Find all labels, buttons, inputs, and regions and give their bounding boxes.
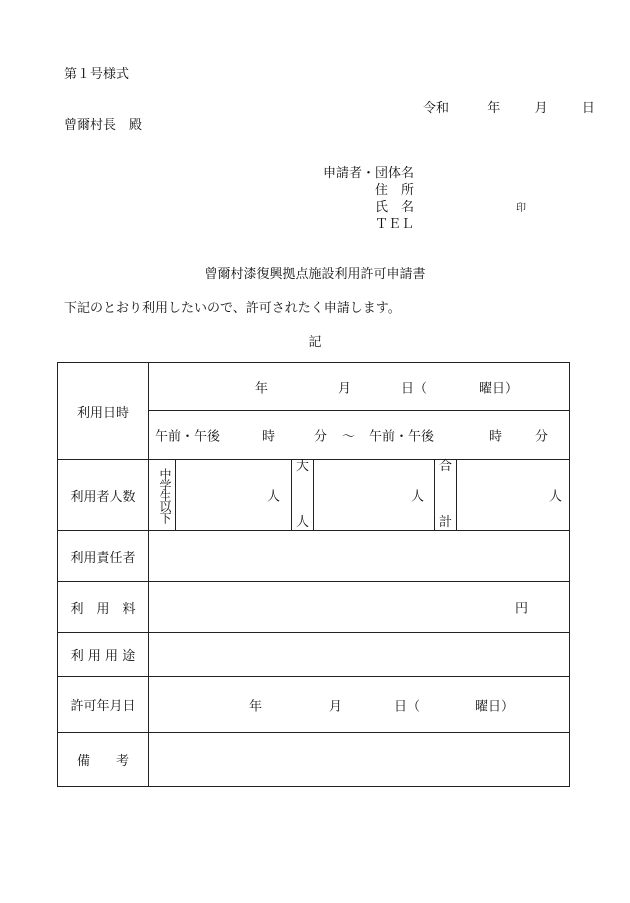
people-count-label: 利用者人数	[58, 460, 149, 531]
permit-weekday-unit: 曜日）	[475, 699, 515, 714]
date-month: 月	[534, 101, 548, 116]
usage-month-unit: 月	[338, 381, 352, 396]
time-range-tilde: ～	[342, 429, 356, 445]
responsible-person-label: 利用責任者	[58, 531, 149, 582]
total-label	[434, 460, 457, 530]
usage-purpose-field[interactable]	[149, 633, 570, 677]
application-table	[57, 362, 570, 787]
total-unit: 人	[549, 489, 563, 505]
total-label-bottom: 計	[438, 515, 452, 530]
application-date	[423, 97, 595, 116]
permit-date-label: 許可年月日	[58, 677, 149, 733]
adult-label-bottom: 人	[295, 515, 309, 530]
usage-year-unit: 年	[255, 381, 269, 396]
applicant-address-label: 住 所	[375, 183, 415, 198]
adult-label-top: 大	[295, 459, 309, 474]
yen-unit: 円	[515, 601, 529, 617]
intro-text: 下記のとおり利用したいので、許可されたく申請します。	[64, 301, 401, 316]
start-hour-unit: 時	[262, 429, 276, 445]
applicant-name-label: 氏 名	[375, 200, 415, 215]
junior-label: 中学生以下	[154, 460, 176, 530]
remarks-field[interactable]	[149, 733, 570, 787]
usage-datetime-label: 利用日時	[58, 363, 149, 460]
total-label-top: 合	[438, 459, 452, 474]
start-ampm: 午前・午後	[155, 429, 221, 445]
usage-day-unit: 日（	[401, 381, 428, 396]
junior-unit: 人	[267, 489, 281, 505]
end-ampm: 午前・午後	[369, 429, 435, 445]
end-minute-unit: 分	[535, 429, 549, 445]
applicant-tel-label: ＴＥＬ	[375, 217, 415, 232]
seal-mark: 印	[516, 203, 526, 214]
document-title: 曾爾村漆復興拠点施設利用許可申請書	[204, 267, 426, 282]
form-number: 第１号様式	[64, 67, 130, 82]
addressee: 曾爾村長 殿	[64, 118, 143, 133]
usage-fee-field[interactable]	[149, 582, 570, 633]
permit-year-unit: 年	[249, 699, 263, 714]
usage-time-field[interactable]	[149, 411, 570, 460]
date-year: 年	[487, 101, 501, 116]
remarks-label: 備 考	[58, 733, 149, 787]
date-era: 令和	[423, 101, 450, 116]
people-count-field[interactable]	[149, 460, 570, 531]
adult-label	[291, 460, 314, 530]
usage-date-field[interactable]	[149, 363, 570, 411]
permit-month-unit: 月	[329, 699, 343, 714]
permit-day-unit: 日（	[394, 699, 421, 714]
usage-weekday-unit: 曜日）	[479, 381, 519, 396]
applicant-block	[323, 165, 414, 233]
applicant-name-group-label: 申請者・団体名	[323, 166, 415, 181]
date-day: 日	[581, 101, 595, 116]
end-hour-unit: 時	[489, 429, 503, 445]
ki-label: 記	[308, 335, 322, 350]
start-minute-unit: 分	[314, 429, 328, 445]
adult-unit: 人	[411, 489, 425, 505]
permit-date-field[interactable]	[149, 677, 570, 733]
usage-fee-label: 利 用 料	[58, 582, 149, 633]
usage-purpose-label: 利 用 用 途	[58, 633, 149, 677]
responsible-person-field[interactable]	[149, 531, 570, 582]
